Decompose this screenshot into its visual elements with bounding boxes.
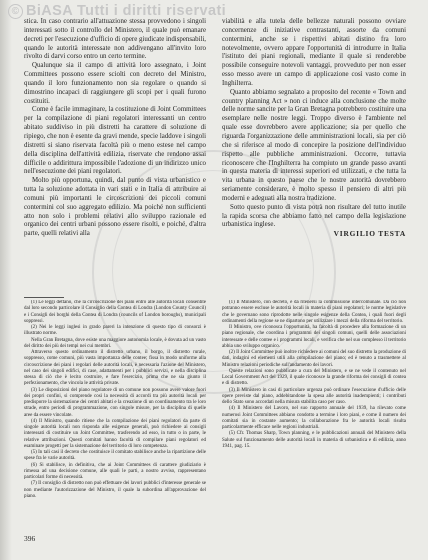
footnote-paragraph: Nella Gran Bretagna, dove esiste una maggiore autonomia locale, è dovuta ad un vasto del diritto dei più dei tempi nei cui membri. [24, 337, 206, 349]
footnote-paragraph: (1) Il Ministero, con decreto, è da ritenersi la commissione intercomunale. Da ciò non potranno essere escluse le autorità locali in materia di piani regolatori; le norme legislative che le governano sono riprodotte nelle singole esigenze della Contea, i quali fuori degli ordinamenti della regione se ne dipartono per utilizzare i mezzi della riforma del territorio. [222, 300, 406, 324]
footnotes-column-right [222, 300, 406, 525]
footnote-paragraph: (2) Il Joint Committee può inoltre richiedere ai comuni del suo distretto la produzione di dati, indagini ed elementi utili alla compilazione del piano; ed è tenuto a trasmettere al Ministro relazioni periodiche sull'andamento dei lavori. [222, 350, 406, 368]
body-paragraph: Come è facile immaginare, la costituzione di Joint Committees per la compilazione di piani regolatori interessanti un centro abitato suddiviso in più distretti ha carattere di soluzione di ripiego, che non è esente da gravi mende, specie laddove i singoli distretti si siano riservata facoltà più o meno estese nel campo della disciplina dell'attività edilizia, riservate che rendono assai difficile o addirittura impossibile l'adozione di un indirizzo unico nell'esecuzione dei piani regolatori. [24, 106, 206, 176]
footnote-paragraph: Attraverso questo ordinamento il distretto urbano, il borgo, il distretto rurale, soppresso, come comuni, più vasta importanza delle contee; fissa in modo uniforme alla circoscrizione dei piani i regolari delle autorità locali, è necessaria l'azione del Ministero, nel caso dei singoli edifici, di case, adattamenti per i pubblici servizi, e nella disciplina stessa di ciò che è lecito costruire, e fare l'esercizio, prima che ne sia giunto il perfezionamento, che vincola le attività private. [24, 350, 206, 387]
body-paragraph: Qualunque sia il campo di attività loro assegnato, i Joint Committees possono essere sciolti con decreto del Ministro, quando il loro funzionamento non sia regolare o quando si dimostrino incapaci di raggiungere gli scopi per i quali furono costituiti. [24, 62, 206, 105]
footnote-paragraph: (4) Il Ministro, quando ritiene che la compilazione dei piani regolatori da parte di singole autorità locali non risponda alle esigenze generali, può richiedere ai consigli interessati di costituire un Joint Committee, trasferendo ad esso, in tutto o in parte, le relative attribuzioni. Questi comitati hanno facoltà di compilare piani regolatori ed esaminare progetti per la sistemazione del territorio di loro competenza. [24, 418, 206, 449]
footnote-paragraph: (3) Le disposizioni del piano regolatore di un comune non possono avere valore fuori dei propri confini, si comprende così la necessità di accordi tra più autorità locali per predisporre la sistemazione dei centri abitati e la creazione di un coordinamento tra le loro strade, entro periodi di programmazione, con singole misure, per la disciplina di quelle aree da essere vincolate. [24, 387, 206, 418]
footnote-separator [24, 297, 64, 298]
footnote-paragraph: (6) Si stabilisce, in definitiva, che ai Joint Committees di carattere giudiziario è rimessa ad una decisione comune, alle quali le parti, a nostro avviso, rappresentano particolari forme di necessità. [24, 462, 206, 480]
page-number: 396 [24, 534, 36, 543]
watermark [8, 3, 226, 19]
watermark-text: BiASA Tutti i diritti riservati [26, 3, 227, 19]
author-signature: VIRGILIO TESTA [333, 229, 406, 239]
footnote-paragraph: (1) Le leggi dettano, che la circoscrizione dei piani entro alle autorità locali consentite dal loro secondo particolare il Consiglio della Contea di Londra (London County Council) e i Consigli dei borghi della Contea di Londra (councils of London boroughs), municipali soppressi. [24, 300, 206, 324]
footnote-paragraph: Queste relazioni sono pubblicate a cura del Ministero, e se ne vede il contenuto nel Local Government Act del 1929, il quale riconosce la grande riforma dei consigli di contea e di distretto. [222, 368, 406, 387]
footnote-paragraph: Il Ministro, ove riconosca l'opportunità, ha facoltà di procedere alla formazione di un piano regionale, che coordina i programmi dei singoli comuni, quelli delle associazioni interessate e delle contee e i programmi locali, e verifica che nel suo complesso il territorio abbia uno sviluppo organico. [222, 325, 406, 349]
body-paragraph: Sotto questo punto di vista potrà non risultare del tutto inutile la rapida scorsa che abbiamo fatto nel campo della legislazione urbanistica inglese. [222, 203, 406, 229]
footnote-paragraph: (2) Nei le leggi inglesi in grado pareri la intenzione di questo tipo di consorzi è illustrato norme. [24, 325, 206, 337]
page-edge-shadow [0, 0, 12, 560]
copyright-icon: © [8, 4, 23, 19]
footnote-paragraph: (7) Il consiglio di distretto non può effettuare dei lavori pubblici d'interesse generale se non mediante l'autorizzazione del Ministro, il quale la subordina all'approvazione del piano. [24, 481, 206, 499]
body-column-left [24, 18, 206, 286]
body-paragraph: Quanto abbiamo segnalato a proposito del recente « Town and country planning Act » non ci induce alla conclusione che molte delle norme sancite per la Gran Bretagna potrebbero costituire una esemplare nelle nostre leggi. Troppo diverso è l'ambiente nel quale esse dovrebbero avere applicazione; sia per quello che riguarda l'organizzazione delle amministrazioni locali, sia per ciò che si riferisce al modo di concepire la posizione dell'individuo rispetto alle pubbliche amministrazioni. Occorre, tuttavia riconoscere che l'Inghilterra ha compiuto un grande passo avanti in questa materia di interessi superiori ed utilizzati, e che tutta la vita urbana in questo paese che le nostre autorità dovrebbero seriamente considerare, è molto spesso il pensiero di altri più moderni e adeguati alla nostra tradizione. [222, 88, 406, 202]
footnote-paragraph: (5) In tali casi il decreto che costituisce il comitato stabilisce anche la ripartizione delle spese fra le varie autorità. [24, 450, 206, 462]
footnote-paragraph: (5) Cfr. Thomas Sharp, Town planning, e le pubblicazioni annuali del Ministero della Salute sul funzionamento delle autorità locali in materia di urbanistica e di edilizia, anno 1941, pag. 15. [222, 431, 406, 449]
body-paragraph: stica. In caso contrario all'attuazione stessa provvedono i singoli interessati sotto il controllo del Ministero, il quale può emanare decreti per l'esecuzione d'ufficio di opere giudicate indispensabili, quando le autorità interessate non addivengano all'invito loro rivolto di darvi corso entro un certo termine. [24, 18, 206, 61]
footnote-paragraph: (4) Il Ministero del Lavoro, nel suo rapporto annuale del 1939, ha rilevato come numerosi Joint Committees abbiano condotto a termine i loro piani, e come il numero dei comitati sia in costante aumento; la collaborazione fra le autorità locali risulta particolarmente efficace nelle regioni industriali. [222, 406, 406, 430]
footnote-paragraph: (3) Il Ministero in casi di particolare urgenza può ordinare l'esecuzione d'ufficio delle opere previste dal piano, addebitandone la spesa alle autorità inadempienti; i contributi dello Stato sono accordati nella misura stabilita caso per caso. [222, 387, 406, 405]
body-column-right [222, 18, 406, 286]
body-paragraph: viabilità e alla tutela delle bellezze naturali possono ovviare concernenze di iniziative contrastanti, assorte da comuni contermini, anche se i rispettivi abitati distino fra loro notevolmente, ovvero appare l'opportunità di introdurre in Italia l'istituto dei piani regionali, mediante il quale si renderebbe possibile conseguire notevoli vantaggi, provveduto per non esser esso messo avere un campo di applicazione così vasto come in Inghilterra. [222, 18, 406, 87]
footnotes-column-left [24, 300, 206, 525]
body-paragraph: Molto più opportuna, quindi, dal punto di vista urbanistico e tutta la soluzione adottata in vari stati e in Italia di attribuire ai comuni più importanti le circoscrizioni dei piccoli comuni contermini col suo aggregato edilizio. Ma poiché non sufficienti atto non solo i problemi relativi allo sviluppo razionale ed organico dei centri urbani possono essere risolti, e poiché, d'altra parte, quelli relativi alla [24, 177, 206, 238]
